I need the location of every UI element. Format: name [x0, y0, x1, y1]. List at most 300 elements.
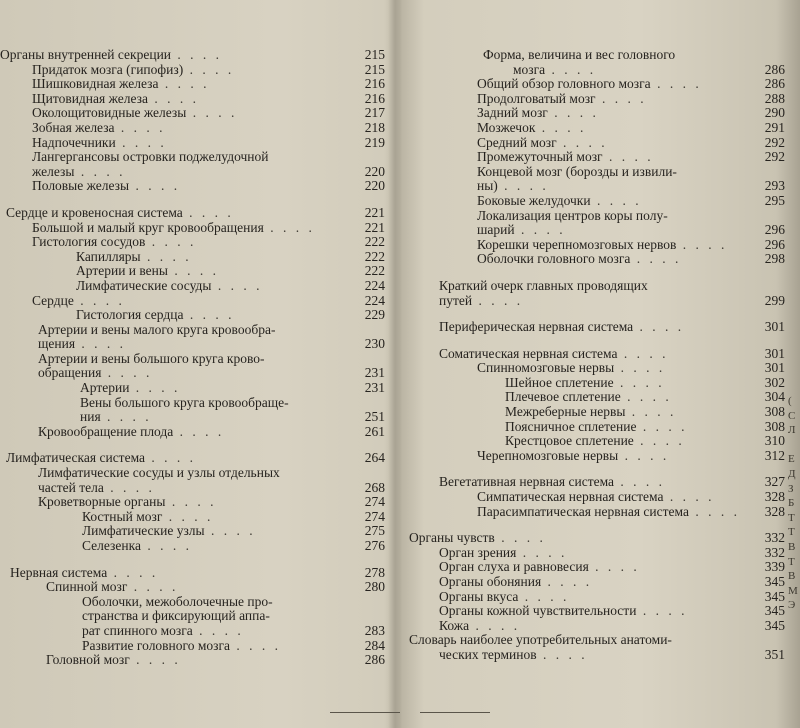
toc-left-column [0, 48, 385, 668]
toc-entry [0, 495, 385, 510]
leader-dots: . . . . [536, 646, 588, 662]
toc-entry-title: Половые железы [32, 178, 130, 194]
toc-entry-title: Вены большого круга кровообраще- [80, 394, 289, 410]
toc-page-number: 293 [764, 178, 785, 194]
toc-page-number: 280 [364, 579, 385, 595]
toc-page-number: 301 [764, 360, 785, 376]
toc-entry [0, 396, 385, 411]
leader-dots: . . . . [556, 134, 608, 150]
toc-entry [0, 235, 385, 250]
toc-entry [405, 136, 785, 151]
leader-dots: . . . . [107, 564, 159, 580]
toc-page-number: 261 [364, 423, 385, 439]
toc-entry-title: Межреберные нервы [505, 404, 626, 420]
toc-entry [405, 648, 785, 663]
toc-entry-title: Парасимпатическая нервная система [477, 503, 689, 519]
leader-dots: . . . . [167, 263, 219, 279]
toc-entry-title: Кожа [439, 617, 470, 633]
toc-entry-title: рат спинного мозга [82, 622, 193, 638]
toc-entry [405, 150, 785, 165]
leader-dots: . . . . [145, 234, 197, 250]
toc-page-number: 312 [764, 447, 785, 463]
toc-page-number: 224 [364, 277, 385, 293]
edge-letter [786, 277, 800, 292]
toc-entry-title: Задний мозг [477, 105, 548, 121]
toc-entry [405, 405, 785, 420]
edge-letter [786, 336, 800, 351]
toc-entry-title: Артерии и вены большого круга крово- [38, 350, 265, 366]
edge-letter: В [788, 540, 796, 553]
leader-dots: . . . . [617, 345, 669, 361]
leader-dots: . . . . [613, 374, 665, 390]
edge-letter [786, 379, 800, 394]
leader-dots: . . . . [173, 423, 225, 439]
toc-entry [405, 209, 785, 224]
toc-entry-title: Поясничное сплетение [505, 418, 637, 434]
toc-entry [0, 653, 385, 668]
edge-letter: Б [788, 497, 795, 510]
toc-entry [405, 165, 785, 180]
toc-entry [405, 434, 785, 449]
toc-entry [0, 639, 385, 654]
leader-dots: . . . . [625, 404, 677, 420]
toc-entry [0, 425, 385, 440]
leader-dots: . . . . [100, 409, 152, 425]
toc-page-number: 310 [764, 433, 785, 449]
toc-entry [0, 250, 385, 265]
leader-dots: . . . . [147, 90, 199, 106]
toc-entry-title: Придаток мозга (гипофиз) [32, 61, 184, 77]
toc-entry [405, 420, 785, 435]
leader-dots: . . . . [618, 447, 670, 463]
toc-entry [405, 77, 785, 92]
toc-page-number: 274 [364, 508, 385, 524]
toc-entry [0, 121, 385, 136]
leader-dots: . . . . [650, 76, 702, 92]
leader-dots: . . . . [494, 530, 546, 546]
toc-entry [405, 320, 785, 335]
toc-entry [0, 481, 385, 496]
toc-entry [405, 238, 785, 253]
toc-page-number: 217 [364, 105, 385, 121]
leader-dots: . . . . [514, 222, 566, 238]
edge-letter [786, 131, 800, 146]
toc-entry-title: Сердце [32, 292, 74, 308]
leader-dots: . . . . [633, 433, 685, 449]
toc-page-number: 278 [364, 564, 385, 580]
toc-entry-title: Симпатическая нервная система [477, 489, 664, 505]
toc-entry [0, 136, 385, 151]
toc-entry [0, 609, 385, 624]
edge-letter: Д [788, 468, 796, 480]
edge-letter [786, 204, 800, 219]
toc-page-number: 216 [364, 76, 385, 92]
toc-page-number: 220 [364, 178, 385, 194]
leader-dots: . . . . [182, 204, 234, 220]
toc-entry [0, 48, 385, 63]
leader-dots: . . . . [636, 418, 688, 434]
toc-entry [405, 590, 785, 605]
toc-page-number: 286 [364, 652, 385, 668]
toc-entry-title: Корешки черепномозговых нервов [477, 236, 677, 252]
toc-page-number: 295 [764, 192, 785, 208]
toc-page-number: 286 [764, 76, 785, 92]
toc-entry [0, 63, 385, 78]
toc-page-number: 275 [364, 523, 385, 539]
toc-page-number: 299 [764, 292, 785, 308]
toc-entry-title: обращения [38, 365, 102, 381]
toc-page-number: 298 [764, 251, 785, 267]
toc-page-number: 301 [764, 319, 785, 335]
toc-entry [405, 63, 785, 78]
leader-dots: . . . . [129, 380, 181, 396]
toc-page-number: 292 [764, 149, 785, 165]
toc-page-number: 301 [764, 345, 785, 361]
toc-entry-title: Боковые желудочки [477, 192, 591, 208]
toc-entry-title: Органы кожной чувствительности [439, 603, 637, 619]
toc-entry [0, 106, 385, 121]
toc-entry-title: мозга [513, 61, 546, 77]
edge-letter: М [788, 584, 798, 597]
leader-dots: . . . . [545, 61, 597, 77]
toc-entry-title: Лангергансовы островки поджелудочной [32, 149, 269, 165]
toc-entry [405, 575, 785, 590]
toc-page-number: 219 [364, 134, 385, 150]
toc-entry [405, 92, 785, 107]
leader-dots: . . . . [630, 251, 682, 267]
toc-entry [0, 566, 385, 581]
toc-entry [0, 179, 385, 194]
leader-dots: . . . . [263, 219, 315, 235]
edge-letter [786, 175, 800, 190]
edge-letter: Т [788, 555, 795, 568]
toc-entry [405, 48, 785, 63]
toc-page-number: 345 [764, 603, 785, 619]
edge-letter [786, 350, 800, 365]
toc-entry [405, 106, 785, 121]
toc-entry [0, 381, 385, 396]
leader-dots: . . . . [158, 76, 210, 92]
toc-entry [0, 510, 385, 525]
toc-entry [405, 633, 785, 648]
toc-entry-title: Спинномозговые нервы [477, 360, 615, 376]
toc-entry-title: Шейное сплетение [505, 374, 614, 390]
toc-entry-title: Большой и малый круг кровообращения [32, 219, 264, 235]
leader-dots: . . . . [204, 523, 256, 539]
leader-dots: . . . . [602, 149, 654, 165]
toc-entry [405, 361, 785, 376]
toc-entry-title: Орган зрения [439, 544, 517, 560]
toc-entry-title: Мозжечок [477, 119, 536, 135]
toc-page-number: 286 [764, 61, 785, 77]
toc-entry [0, 308, 385, 323]
toc-entry-title: Селезенка [82, 538, 141, 553]
leader-dots: . . . . [230, 637, 282, 653]
toc-right-column [405, 48, 785, 663]
page-rule [420, 712, 490, 713]
toc-page-number: 304 [764, 389, 785, 405]
toc-entry [405, 604, 785, 619]
toc-entry-title: Средний мозг [477, 134, 557, 150]
edge-letter [786, 58, 800, 73]
toc-entry-title: Крестцовое сплетение [505, 433, 634, 449]
toc-page-number: 215 [364, 61, 385, 77]
toc-entry [405, 560, 785, 575]
toc-entry [405, 194, 785, 209]
toc-page-number: 222 [364, 263, 385, 279]
edge-letter: Е [788, 453, 795, 466]
leader-dots: . . . . [74, 163, 126, 179]
toc-page-number: 216 [364, 90, 385, 106]
edge-letter: В [788, 570, 796, 583]
toc-entry-title: ны) [477, 178, 498, 194]
toc-page-number: 291 [764, 119, 785, 135]
toc-page-number: 351 [764, 646, 785, 662]
edge-letter [786, 190, 800, 205]
book-gutter [388, 0, 402, 728]
toc-entry-title: ния [80, 409, 101, 425]
toc-entry [405, 546, 785, 561]
toc-entry [0, 539, 385, 554]
toc-entry [0, 410, 385, 425]
toc-entry-title: Форма, величина и вес головного [483, 47, 676, 62]
toc-page-number: 345 [764, 588, 785, 604]
toc-entry-title: Локализация центров коры полу- [477, 207, 668, 223]
toc-entry-title: Капилляры [76, 248, 141, 264]
toc-page-number: 231 [364, 380, 385, 396]
toc-entry-title: Промежуточный мозг [477, 149, 603, 165]
toc-page-number: 332 [764, 544, 785, 560]
toc-entry-title: Лимфатические сосуды [76, 277, 212, 293]
toc-entry-title: Артерии [80, 380, 130, 396]
leader-dots: . . . . [183, 61, 235, 77]
edge-letter [786, 102, 800, 117]
edge-letter [786, 146, 800, 161]
toc-entry-title: Концевой мозг (борозды и извили- [477, 163, 677, 179]
leader-dots: . . . . [115, 134, 167, 150]
toc-entry-title: Лимфатические узлы [82, 523, 205, 539]
leader-dots: . . . . [192, 622, 244, 638]
toc-entry [0, 323, 385, 338]
toc-page-number: 274 [364, 494, 385, 510]
toc-entry-title: Кровообращение плода [38, 423, 174, 439]
toc-entry-title: Спинной мозг [46, 579, 128, 595]
toc-entry [405, 279, 785, 294]
leader-dots: . . . . [183, 307, 235, 323]
toc-page-number: 308 [764, 418, 785, 434]
leader-dots: . . . . [688, 503, 740, 519]
toc-entry-title: Органы чувств [409, 530, 495, 546]
toc-entry-title: Лимфатические сосуды и узлы отдельных [38, 465, 280, 481]
toc-entry [0, 595, 385, 610]
edge-letter: Э [788, 599, 796, 612]
toc-entry [0, 352, 385, 367]
toc-entry [0, 77, 385, 92]
toc-page-number: 292 [764, 134, 785, 150]
toc-page-number: 221 [364, 219, 385, 235]
toc-entry-title: Костный мозг [82, 508, 163, 524]
toc-entry-title: Общий обзор головного мозга [477, 76, 651, 92]
leader-dots: . . . . [535, 119, 587, 135]
edge-letter [786, 438, 800, 453]
leader-dots: . . . . [614, 474, 666, 490]
toc-page-number: 218 [364, 119, 385, 135]
toc-page-number: 284 [364, 637, 385, 653]
toc-entry-title: странства и фиксирующий аппа- [82, 608, 270, 624]
edge-letter: С [788, 409, 796, 422]
toc-entry [0, 366, 385, 381]
toc-page-number: 308 [764, 404, 785, 420]
leader-dots: . . . . [588, 559, 640, 575]
toc-entry [0, 524, 385, 539]
toc-entry-title: Оболочки, межоболочечные про- [82, 593, 273, 609]
leader-dots: . . . . [101, 365, 153, 381]
toc-entry [405, 619, 785, 634]
toc-entry-title: Вегетативная нервная система [439, 474, 615, 490]
edge-letter [786, 117, 800, 132]
toc-entry [0, 206, 385, 221]
toc-entry-title: Краткий очерк главных проводящих [439, 277, 648, 293]
leader-dots: . . . . [140, 248, 192, 264]
toc-page-number: 215 [364, 47, 385, 62]
toc-page-number: 288 [764, 90, 785, 106]
edge-letter [786, 248, 800, 263]
leader-dots: . . . . [171, 47, 223, 62]
edge-letter: Т [788, 511, 795, 524]
toc-entry [405, 223, 785, 238]
leader-dots: . . . . [114, 119, 166, 135]
leader-dots: . . . . [633, 319, 685, 335]
edge-letter: Л [788, 424, 796, 437]
toc-page-number: 345 [764, 617, 785, 633]
toc-page-number: 268 [364, 479, 385, 495]
leader-dots: . . . . [75, 336, 127, 352]
edge-letter [786, 73, 800, 88]
leader-dots: . . . . [211, 277, 263, 293]
toc-entry [405, 179, 785, 194]
toc-entry [405, 294, 785, 309]
toc-entry-title: Зобная железа [32, 119, 115, 135]
toc-entry-title: путей [439, 292, 473, 308]
toc-entry [405, 376, 785, 391]
leader-dots: . . . . [541, 574, 593, 589]
toc-entry-title: Гистология сосудов [32, 234, 146, 250]
leader-dots: . . . . [676, 236, 728, 252]
leader-dots: . . . . [165, 494, 217, 510]
toc-page-number: 251 [364, 409, 385, 425]
leader-dots: . . . . [595, 90, 647, 106]
toc-entry-title: Головной мозг [46, 652, 130, 668]
edge-letter [786, 29, 800, 44]
toc-page-number: 327 [764, 474, 785, 490]
toc-entry-title: Оболочки головного мозга [477, 251, 631, 267]
page-rule [330, 712, 400, 713]
leader-dots: . . . . [73, 292, 125, 308]
leader-dots: . . . . [620, 389, 672, 405]
toc-entry [0, 150, 385, 165]
leader-dots: . . . . [663, 489, 715, 505]
toc-entry-title: Артерии и вены [76, 263, 168, 279]
leader-dots: . . . . [145, 450, 197, 466]
edge-letter [786, 306, 800, 321]
leader-dots: . . . . [472, 292, 524, 308]
edge-letter [786, 234, 800, 249]
toc-entry-title: Щитовидная железа [32, 90, 148, 106]
toc-page-number: 222 [364, 248, 385, 264]
toc-entry [0, 624, 385, 639]
toc-page-number: 332 [764, 530, 785, 546]
toc-entry-title: Словарь наиболее употребительных анатоми- [409, 632, 672, 648]
toc-entry-title: Черепномозговые нервы [477, 447, 619, 463]
leader-dots: . . . . [469, 617, 521, 633]
toc-page-number: 339 [764, 559, 785, 575]
edge-letter [786, 219, 800, 234]
edge-letter [786, 365, 800, 380]
next-page-edge [786, 0, 800, 728]
toc-entry-title: Органы обоняния [439, 574, 542, 589]
toc-entry-title: Органы внутренней секреции [0, 47, 172, 62]
leader-dots: . . . . [162, 508, 214, 524]
toc-entry-title: ческих терминов [439, 646, 537, 662]
edge-letter [786, 321, 800, 336]
toc-entry-title: Соматическая нервная система [439, 345, 618, 361]
edge-letter: ( [788, 395, 792, 408]
toc-page-number: 222 [364, 234, 385, 250]
toc-entry-title: Продолговатый мозг [477, 90, 596, 106]
leader-dots: . . . . [140, 538, 192, 553]
toc-page-number: 224 [364, 292, 385, 308]
edge-letter [786, 44, 800, 59]
toc-entry [0, 221, 385, 236]
leader-dots: . . . . [186, 105, 238, 121]
toc-entry [405, 505, 785, 520]
edge-letter [786, 0, 800, 15]
toc-entry [0, 294, 385, 309]
toc-entry-title: Периферическая нервная система [439, 319, 634, 335]
toc-page-number: 296 [764, 236, 785, 252]
toc-entry [0, 337, 385, 352]
edge-letter: З [788, 482, 794, 495]
toc-entry [0, 580, 385, 595]
toc-entry-title: Орган слуха и равновесия [439, 559, 589, 575]
leader-dots: . . . . [497, 178, 549, 194]
toc-entry [0, 165, 385, 180]
toc-page-number: 283 [364, 622, 385, 638]
toc-entry-title: Сердце и кровеносная система [6, 204, 183, 220]
edge-letter [786, 88, 800, 103]
toc-entry [405, 449, 785, 464]
leader-dots: . . . . [590, 192, 642, 208]
toc-entry [0, 451, 385, 466]
leader-dots: . . . . [129, 178, 181, 194]
toc-entry [0, 92, 385, 107]
toc-page-number: 345 [764, 574, 785, 589]
leader-dots: . . . . [516, 544, 568, 560]
leader-dots: . . . . [614, 360, 666, 376]
toc-entry [0, 279, 385, 294]
toc-page-number: 220 [364, 163, 385, 179]
toc-entry-title: Развитие головного мозга [82, 637, 231, 653]
toc-entry [405, 490, 785, 505]
toc-page-number: 276 [364, 538, 385, 553]
edge-letter [786, 263, 800, 278]
toc-entry [405, 475, 785, 490]
toc-entry-title: частей тела [38, 479, 104, 495]
leader-dots: . . . . [547, 105, 599, 121]
toc-page-number: 230 [364, 336, 385, 352]
toc-entry-title: Лимфатическая система [6, 450, 146, 466]
toc-entry-title: Кроветворные органы [38, 494, 166, 510]
